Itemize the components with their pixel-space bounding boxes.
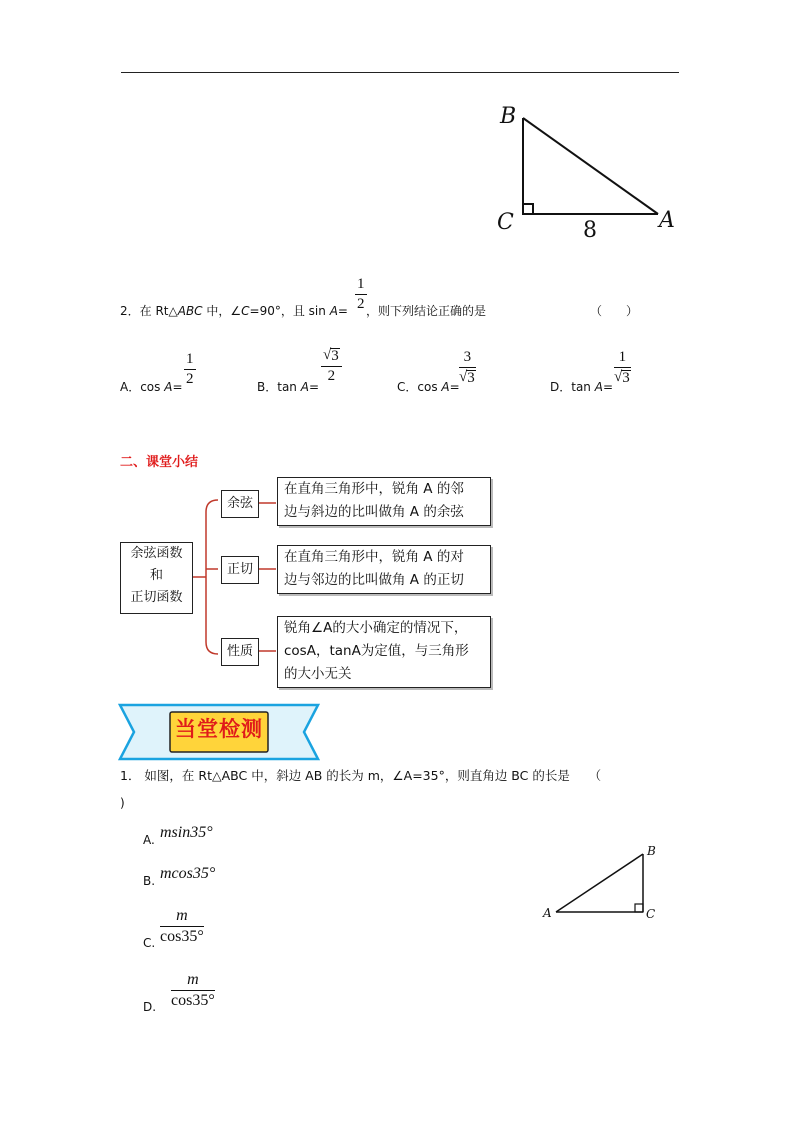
summary-definition-property-line-3: 的大小无关 [284, 666, 352, 682]
option-d-fraction: 1 √ 3 [614, 349, 630, 386]
summary-definition-property-line-2: cosA，tanA为定值，与三角形 [284, 643, 469, 659]
test-question-1-stem: 1． 如图，在 Rt△ABC 中，斜边 AB 的长为 m，∠A=35°，则直角边 BC 的长是 （ [120, 768, 602, 783]
summary-definition-cosine-line-2: 边与斜边的比叫做角 A 的余弦 [284, 504, 464, 520]
test-option-d[interactable]: m cos35° [171, 971, 215, 1009]
test-option-b-label: B. [143, 874, 156, 888]
option-b[interactable]: B．tan A= [257, 380, 319, 394]
option-b-fraction: √ 3 2 [321, 348, 342, 384]
summary-definition-cosine-line-1: 在直角三角形中，锐角 A 的邻 [284, 481, 464, 497]
summary-root-line-2: 和 [149, 568, 163, 583]
summary-definition-tangent [277, 545, 491, 594]
summary-root-box [120, 542, 193, 614]
test-vertex-label-b: B [647, 844, 656, 858]
summary-definition-property-line-1: 锐角∠A的大小确定的情况下， [284, 620, 468, 636]
side-length-label: 8 [583, 218, 597, 243]
vertex-label-c: C [497, 210, 514, 235]
option-c[interactable]: C．cos A= [397, 380, 460, 394]
vertex-label-b: B [500, 104, 517, 129]
test-vertex-label-c: C [646, 907, 656, 921]
test-option-a-label: A. [143, 833, 155, 847]
section-title-summary: 二、课堂小结 [120, 455, 199, 470]
test-option-d-label: D. [143, 1000, 157, 1014]
test-option-c[interactable]: m cos35° [160, 907, 204, 945]
option-a-fraction: 1 2 [186, 351, 194, 387]
option-c-fraction: 3 √ 3 [459, 349, 475, 386]
question-2-stem: 2．在 Rt△ABC 中，∠C=90°，且 sin A= ，则下列结论正确的是 [120, 304, 486, 318]
right-angle-marker [635, 904, 643, 912]
banner-title: 当堂检测 [175, 717, 263, 741]
option-d[interactable]: D．tan A= [550, 380, 614, 394]
test-vertex-label-a: A [543, 906, 552, 920]
test-question-1-stem-cont: ) [120, 796, 125, 810]
vertex-label-a: A [659, 208, 675, 233]
test-option-c-label: C. [143, 936, 156, 950]
question-2-given-fraction: 1 2 [357, 276, 365, 312]
summary-root-line-3: 正切函数 [130, 590, 183, 605]
question-2-answer-paren: （ ） [590, 304, 639, 318]
sqrt-symbol: √ [614, 369, 623, 385]
summary-branch-label-tangent: 正切 [221, 556, 259, 584]
summary-branch-label-property: 性质 [221, 638, 259, 666]
test-option-b[interactable]: mcos35° [160, 865, 216, 882]
summary-definition-tangent-line-1: 在直角三角形中，锐角 A 的对 [284, 549, 464, 565]
summary-root-line-1: 余弦函数 [130, 546, 183, 561]
sqrt-symbol: √ [323, 347, 332, 363]
summary-definition-cosine [277, 477, 491, 526]
test-option-a[interactable]: msin35° [160, 824, 213, 841]
sqrt-symbol: √ [459, 369, 468, 385]
summary-branch-label-cosine: 余弦 [221, 490, 259, 518]
summary-definition-property [277, 616, 491, 688]
option-a[interactable]: A．cos A= [120, 380, 183, 394]
summary-definition-tangent-line-2: 边与邻边的比叫做角 A 的正切 [284, 572, 464, 588]
